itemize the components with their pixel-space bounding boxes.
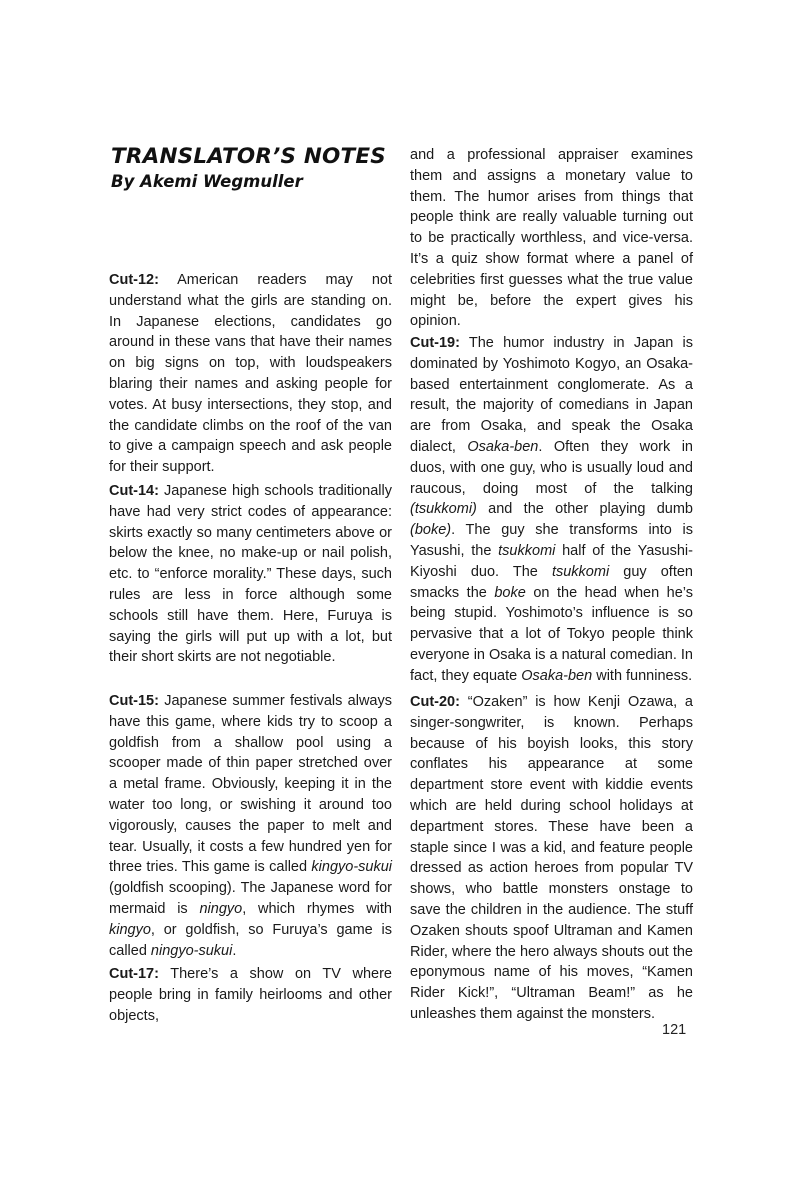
note-text: guy often smacks the: [410, 563, 693, 601]
note-text: . The guy she transforms into is Yasushi, the: [410, 522, 693, 559]
italic-term: ningyo: [199, 900, 243, 917]
note-cut-19: [410, 333, 693, 687]
note-text: . Often they work in duos, with one guy, who is usually loud and raucous, doing most of the talking: [410, 438, 693, 497]
cut-label: Cut-19:: [410, 335, 460, 351]
note-text: American readers may not understand what the girls are standing on. In Japanese elections, candidates go around in these vans that have their names on big signs on top, with loudspeakers blaring their names and asking people for votes. At busy intersections, they stop, and the candidate climbs on the roof of the van to give a campaign speech and ask people for their support.: [109, 272, 392, 476]
note-text: Japanese high schools traditionally have had very strict codes of appearance: skirts exactly so many centimeters above or below the knee, no make-up or nail polish, etc. to “enforce morality.” These days, such rules are less in force although some schools still have them. Here, Furuya is saying the girls will put up with a lot, but their short skirts are not negotiable.: [109, 483, 392, 666]
page-number: 121: [662, 1022, 687, 1038]
note-cut-14: [109, 481, 392, 668]
italic-term: ningyo-sukui: [150, 942, 233, 959]
italic-term: tsukkomi: [498, 542, 556, 559]
italic-term: boke: [494, 584, 526, 601]
note-text: .: [232, 942, 237, 959]
page-title: TRANSLATOR’S NOTES: [111, 144, 386, 169]
note-text: on the head when he’s being stupid. Yoshimoto’s influence is so pervasive that a lot of Tokyo people think everyone in Osaka is a natural comedian. In fact, they equate: [410, 584, 693, 684]
byline: By Akemi Wegmuller: [111, 172, 303, 191]
note-text: , which rhymes with: [242, 900, 392, 917]
cut-label: Cut-20:: [410, 694, 460, 710]
note-text: “Ozaken” is how Kenji Ozawa, a singer-songwriter, is known. Perhaps because of his boyish looks, this story conflates his appearance at some department store event with kiddie events which are held during school holidays at department stores. These have been a staple since I was a kid, and feature people dressed as action heroes from popular TV shows, who battle monsters onstage to save the children in the audience. The stuff Ozaken shouts spoof Ultraman and Kamen Rider, where the hero always shouts out the eponymous name of his moves, “Kamen Rider Kick!”, “Ultraman Beam!” as he unleashes them against the monsters.: [410, 694, 693, 1022]
italic-term: kingyo-sukui: [311, 859, 392, 876]
italic-term: Osaka-ben: [521, 667, 593, 684]
italic-term: kingyo: [109, 921, 151, 938]
note-cut-15: [109, 691, 392, 961]
note-text: (goldfish scooping). The Japanese word for mermaid is: [109, 880, 392, 917]
note-cut-17: [109, 964, 392, 1026]
italic-term: Osaka-ben: [467, 438, 539, 455]
cut-label: Cut-12:: [109, 272, 159, 288]
note-text: , or goldfish, so Furuya’s game is called: [109, 921, 392, 959]
cut-label: Cut-17:: [109, 966, 159, 982]
note-cut-20: [410, 692, 693, 1025]
note-text: half of the Yasushi-Kiyoshi duo. The: [410, 542, 693, 580]
note-cut-12: [109, 270, 392, 478]
note-text: There’s a show on TV where people bring in family heirlooms and other objects,: [109, 966, 392, 1024]
note-text: and a professional appraiser examines them and assigns a monetary value to them. The humor arises from things that people think are really valuable turning out to be practically worthless, and vice-versa. It’s a quiz show format where a panel of celebrities first guesses what the true value might be, before the expert gives his opinion.: [410, 147, 693, 330]
note-text: Japanese summer festivals always have this game, where kids try to scoop a goldfish from a shallow pool using a scooper made of thin paper stretched over a metal frame. Obviously, keeping it in the water too long, or swishing it around too vigorously, causes the paper to melt and tear. Usually, it costs a few hundred yen for three tries. This game is called: [109, 693, 392, 876]
cut-label: Cut-15:: [109, 693, 159, 709]
note-text: with funniness.: [592, 667, 693, 684]
note-text: and the other playing dumb: [476, 501, 693, 518]
note-text: The humor industry in Japan is dominated by Yoshimoto Kogyo, an Osaka-based entertainment conglomerate. As a result, the majority of comedians in Japan are from Osaka, and speak the Osaka dialect,: [410, 335, 693, 455]
cut-label: Cut-14:: [109, 483, 159, 499]
italic-term: tsukkomi: [551, 563, 610, 580]
italic-term: (tsukkomi): [410, 501, 477, 518]
title-block: [111, 143, 386, 193]
note-cut-17-continued: [410, 145, 693, 332]
italic-term: (boke): [410, 522, 452, 539]
